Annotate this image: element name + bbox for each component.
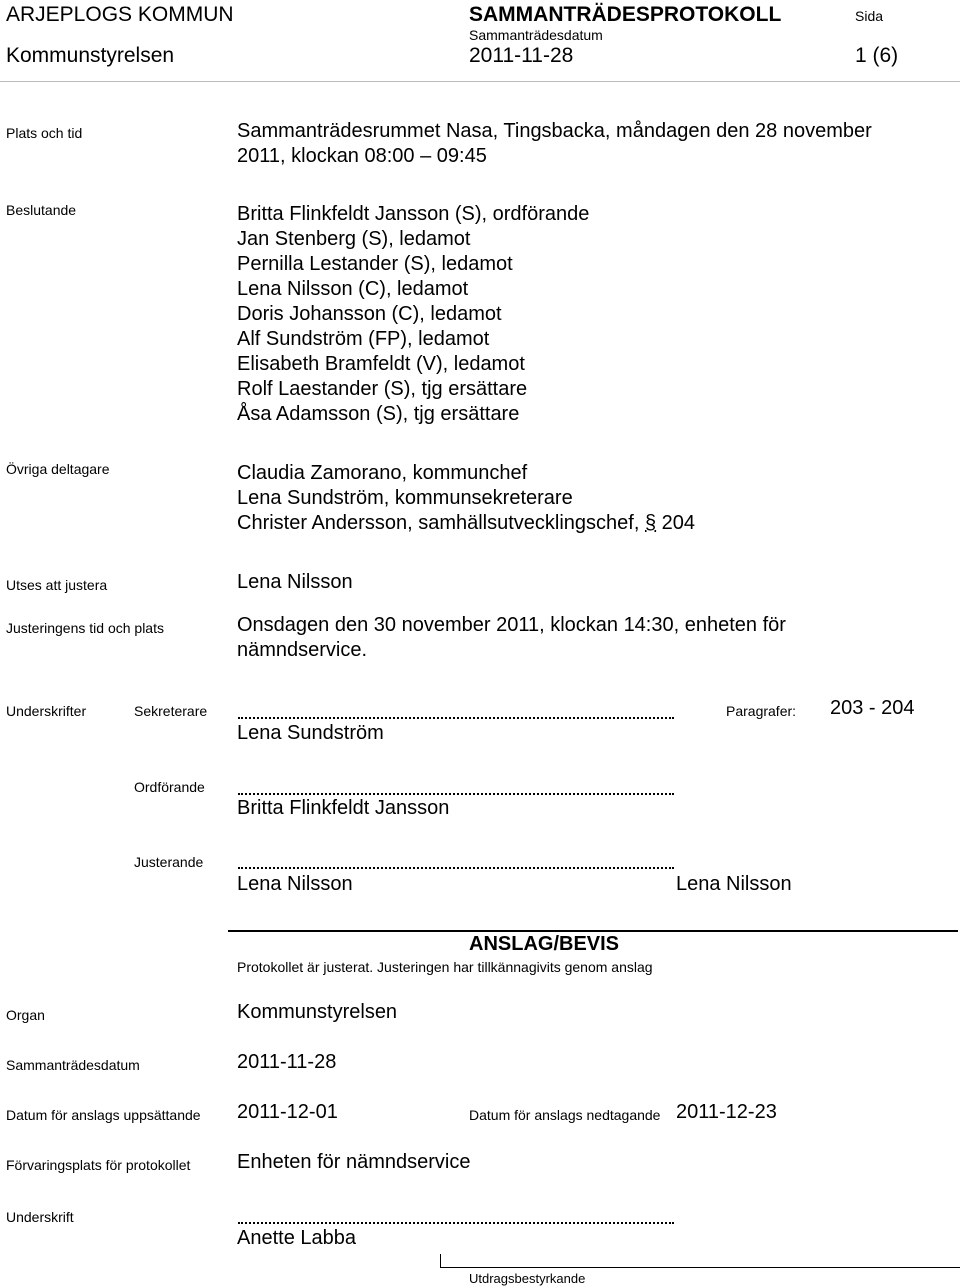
meeting-date: 2011-11-28 <box>469 44 574 67</box>
adjust-time-label: Justeringens tid och plats <box>6 620 164 636</box>
document-title: SAMMANTRÄDESPROTOKOLL <box>469 3 782 26</box>
deciding-member: Åsa Adamsson (S), tjg ersättare <box>237 403 520 425</box>
adjuster-name: Lena Nilsson <box>237 571 353 593</box>
chair-label: Ordförande <box>134 779 205 795</box>
notice-signer: Anette Labba <box>237 1227 356 1249</box>
section-number: 204 <box>661 512 696 534</box>
body-name: Kommunstyrelsen <box>6 44 175 67</box>
footer-label: Utdragsbestyrkande <box>469 1271 586 1286</box>
section-sign: § <box>644 512 657 534</box>
deciding-member: Elisabeth Bramfeldt (V), ledamot <box>237 353 525 375</box>
signatures-label: Underskrifter <box>6 703 87 719</box>
chair-signature-line <box>238 793 674 795</box>
paragraphs-value: 203 - 204 <box>830 697 915 719</box>
date-label: Sammanträdesdatum <box>469 27 603 43</box>
header-divider <box>0 81 960 82</box>
place-line-2: 2011, klockan 08:00 – 09:45 <box>237 145 487 167</box>
footer-box-left <box>440 1254 441 1268</box>
others-list <box>237 461 695 536</box>
organ-value: Kommunstyrelsen <box>237 1001 398 1023</box>
deciding-member: Jan Stenberg (S), ledamot <box>237 228 471 250</box>
deciding-member: Rolf Laestander (S), tjg ersättare <box>237 378 528 400</box>
other-participant: Lena Sundström, kommunsekreterare <box>237 487 573 509</box>
adjuster-sign-name-2: Lena Nilsson <box>676 873 792 895</box>
deciding-member: Pernilla Lestander (S), ledamot <box>237 253 513 275</box>
secretary-label: Sekreterare <box>134 703 208 719</box>
posted-value: 2011-12-01 <box>237 1101 338 1123</box>
storage-label: Förvaringsplats för protokollet <box>6 1157 191 1173</box>
adjuster-sign-label: Justerande <box>134 854 204 870</box>
adjuster-label: Utses att justera <box>6 577 108 593</box>
notice-date-value: 2011-11-28 <box>237 1051 337 1073</box>
adjust-time-line-1: Onsdagen den 30 november 2011, klockan 14:30, enheten för <box>237 614 786 636</box>
page-label: Sida <box>855 8 884 24</box>
other-participant: Claudia Zamorano, kommunchef <box>237 462 528 484</box>
removed-value: 2011-12-23 <box>676 1101 777 1123</box>
notice-signature-label: Underskrift <box>6 1209 74 1225</box>
notice-divider <box>228 930 958 932</box>
adjuster-sign-name-1: Lena Nilsson <box>237 873 353 895</box>
paragraphs-label: Paragrafer: <box>726 703 797 719</box>
secretary-signature-line <box>238 717 674 719</box>
deciding-member: Lena Nilsson (C), ledamot <box>237 278 469 300</box>
secretary-name: Lena Sundström <box>237 722 384 744</box>
org-name: ARJEPLOGS KOMMUN <box>6 3 234 26</box>
adjust-time-line-2: nämndservice. <box>237 639 368 661</box>
other-participant-name: Christer Andersson, samhällsutvecklingschef, <box>237 512 640 534</box>
removed-label: Datum för anslags nedtagande <box>469 1107 661 1123</box>
posted-label: Datum för anslags uppsättande <box>6 1107 201 1123</box>
other-participant <box>237 511 695 536</box>
deciding-member: Alf Sundström (FP), ledamot <box>237 328 490 350</box>
deciding-list <box>237 202 589 427</box>
adjuster-signature-line <box>238 867 674 869</box>
notice-date-label: Sammanträdesdatum <box>6 1057 140 1073</box>
others-label: Övriga deltagare <box>6 461 110 477</box>
notice-title: ANSLAG/BEVIS <box>469 933 620 955</box>
storage-value: Enheten för nämndservice <box>237 1151 471 1173</box>
chair-name: Britta Flinkfeldt Jansson <box>237 797 450 819</box>
place-line-1: Sammanträdesrummet Nasa, Tingsbacka, måndagen den 28 november <box>237 120 872 142</box>
deciding-member: Doris Johansson (C), ledamot <box>237 303 502 325</box>
notice-subtitle: Protokollet är justerat. Justeringen har tillkännagivits genom anslag <box>237 959 653 975</box>
page-number: 1 (6) <box>855 44 899 67</box>
notice-signature-line <box>238 1222 674 1224</box>
organ-label: Organ <box>6 1007 45 1023</box>
deciding-label: Beslutande <box>6 202 77 218</box>
deciding-member: Britta Flinkfeldt Jansson (S), ordförande <box>237 203 590 225</box>
footer-box-top <box>440 1267 960 1268</box>
place-label: Plats och tid <box>6 125 83 141</box>
